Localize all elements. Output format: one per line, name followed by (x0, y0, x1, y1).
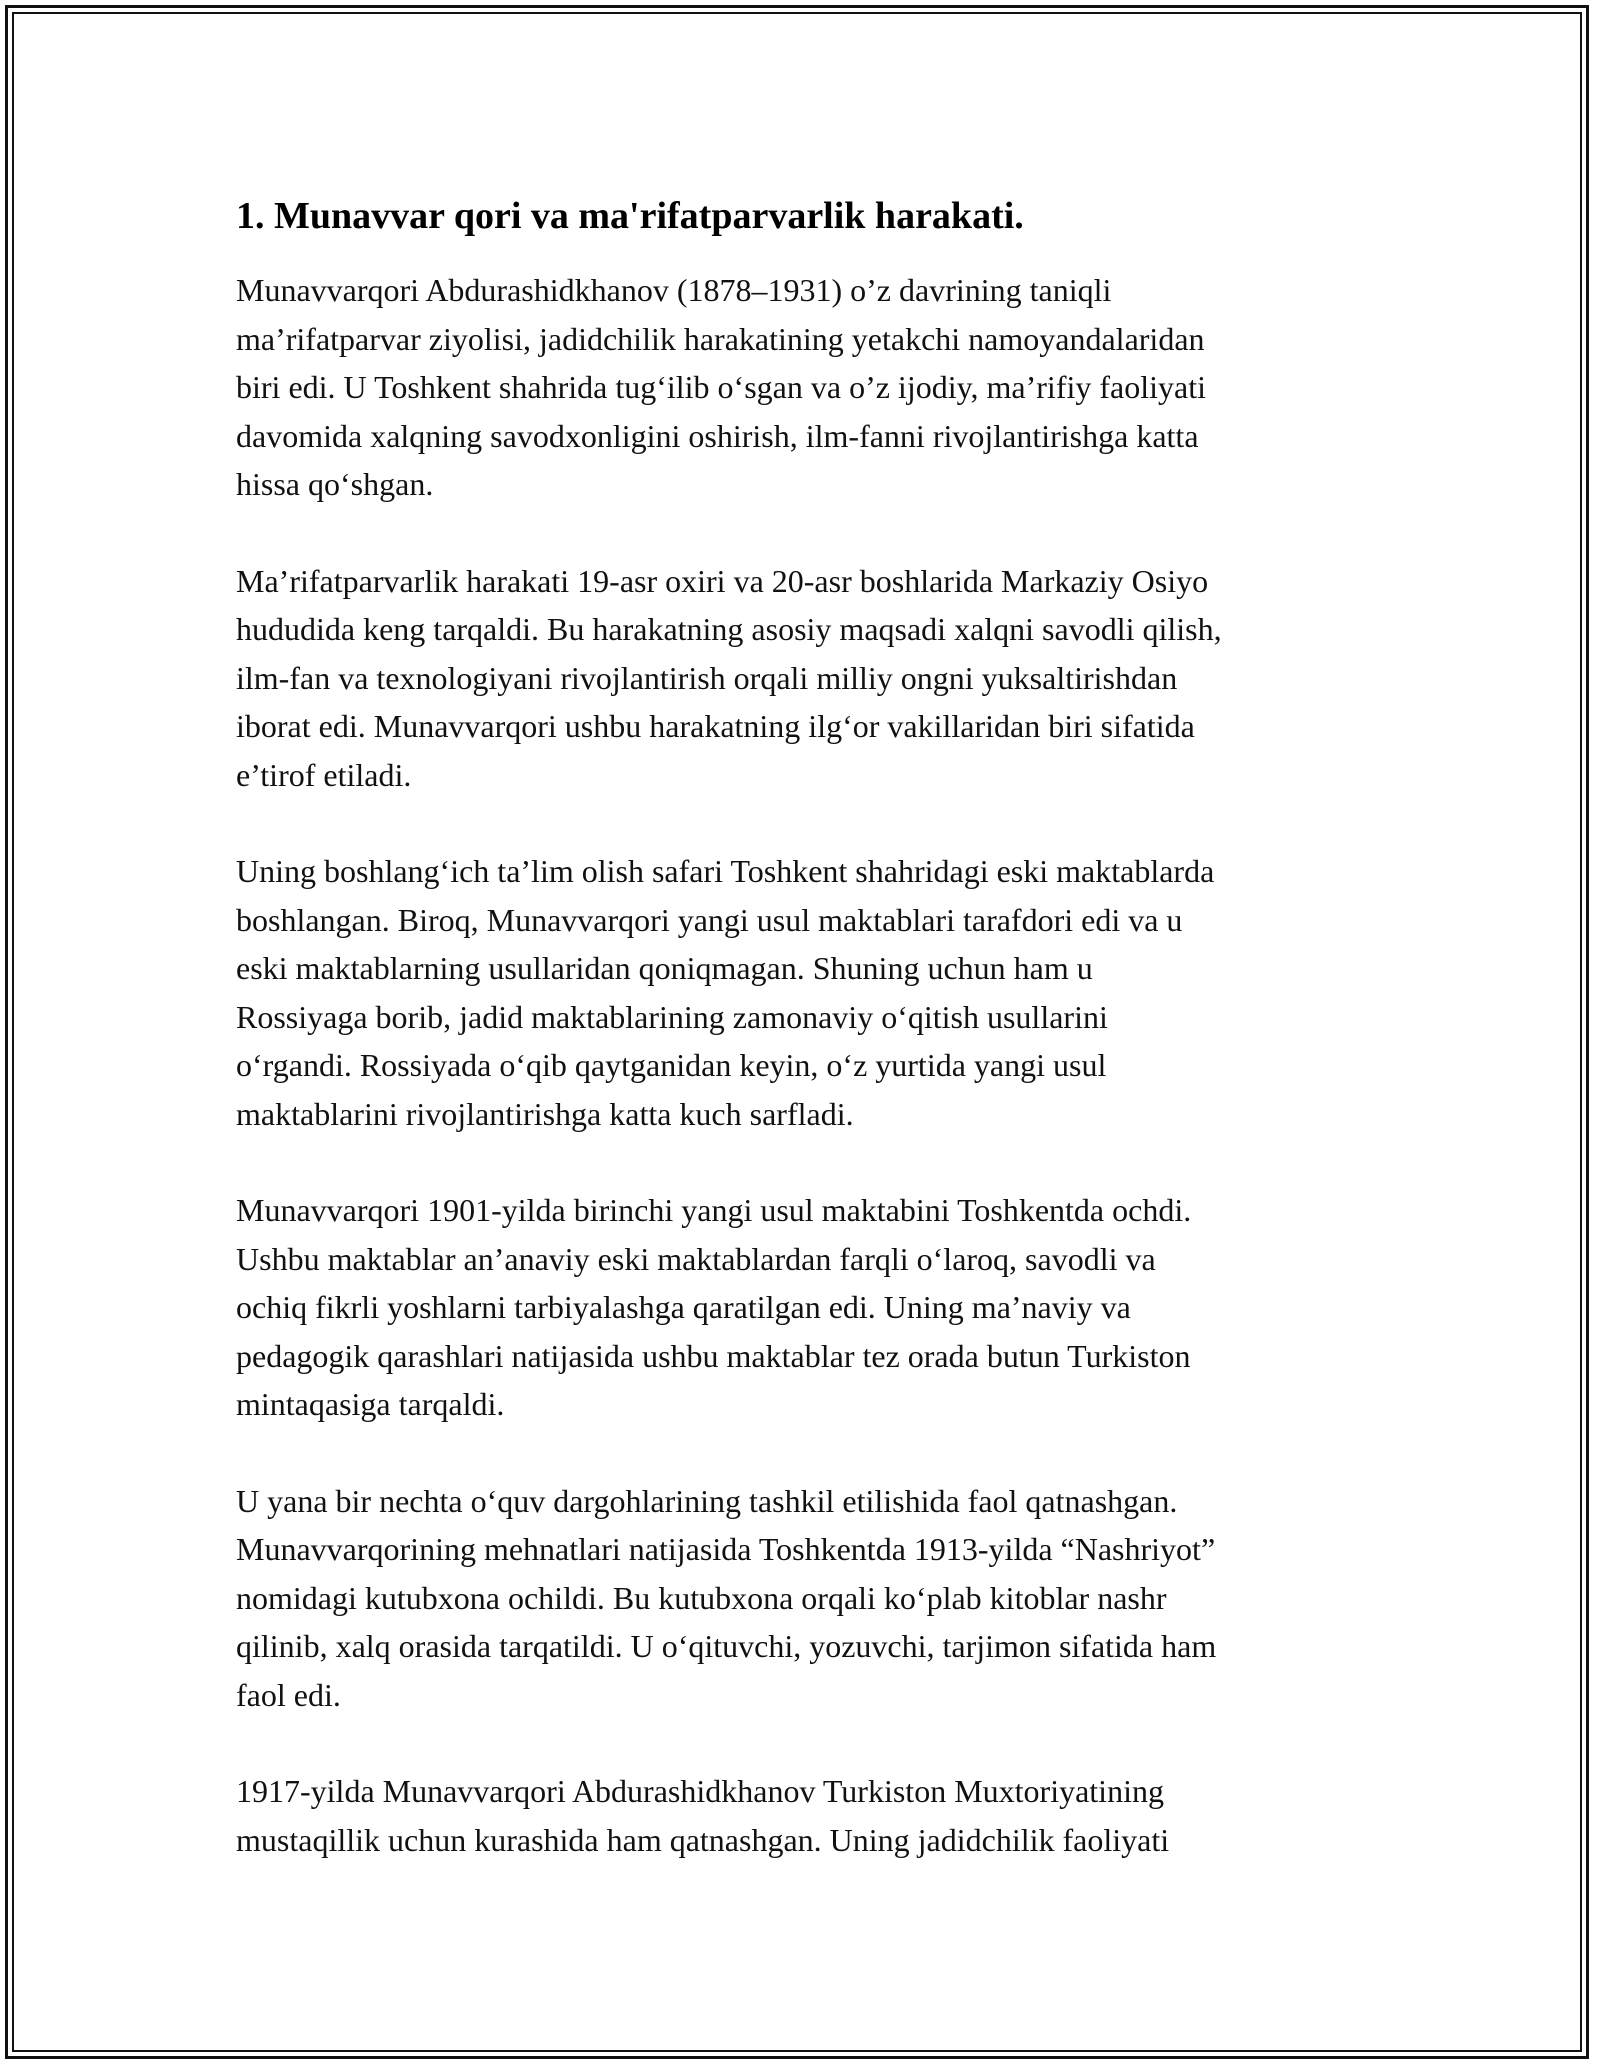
text-line: Rossiyaga borib, jadid maktablarining zamonaviy o‘qitish usullarini (236, 998, 1108, 1035)
text-line: maktablarini rivojlantirishga katta kuch sarfladi. (236, 1095, 854, 1132)
paragraph-education (236, 847, 1416, 1138)
paragraph-library (236, 1477, 1416, 1720)
text-line: qilinib, xalq orasida tarqatildi. U o‘qituvchi, yozuvchi, tarjimon sifatida ham (236, 1628, 1217, 1664)
text-line: mintaqasiga tarqaldi. (236, 1386, 505, 1422)
paragraph-biography (236, 266, 1416, 509)
text-line: pedagogik qarashlari natijasida ushbu maktablar tez orada butun Turkiston (236, 1337, 1191, 1374)
text-line: Ushbu maktablar an’anaviy eski maktablardan farqli o‘laroq, savodli va (236, 1240, 1156, 1277)
text-line: boshlangan. Biroq, Munavvarqori yangi usul maktablari tarafdori edi va u (236, 901, 1183, 938)
text-line: ochiq fikrli yoshlarni tarbiyalashga qaratilgan edi. Uning ma’naviy va (236, 1289, 1131, 1325)
text-line: faol edi. (236, 1676, 341, 1713)
text-line: ilm-fan va texnologiyani rivojlantirish orqali milliy ongni yuksaltirishdan (236, 659, 1178, 696)
paragraph-movement (236, 557, 1416, 800)
text-line: nomidagi kutubxona ochildi. Bu kutubxona orqali ko‘plab kitoblar nashr (236, 1579, 1167, 1616)
text-line: Munavvarqori 1901-yilda birinchi yangi usul maktabini Toshkentda ochdi. (236, 1192, 1192, 1228)
text-line: Uning boshlang‘ich ta’lim olish safari Toshkent shahridagi eski maktablarda (236, 853, 1215, 889)
text-line: biri edi. U Toshkent shahrida tug‘ilib o‘sgan va o’z ijodiy, ma’rifiy faoliyati (236, 369, 1206, 405)
text-line: davomida xalqning savodxonligini oshirish, ilm-fanni rivojlantirishga katta (236, 417, 1199, 454)
document-heading: 1. Munavvar qori va ma'rifatparvarlik harakati. (236, 195, 1024, 237)
text-line: eski maktablarning usullaridan qoniqmagan. Shuning uchun ham u (236, 950, 1093, 986)
text-line: iborat edi. Munavvarqori ushbu harakatning ilg‘or vakillaridan biri sifatida (236, 708, 1195, 744)
text-line: Munavvarqorining mehnatlari natijasida Toshkentda 1913-yilda “Nashriyot” (236, 1531, 1216, 1567)
paragraph-schools (236, 1186, 1416, 1429)
text-line: e’tirof etiladi. (236, 756, 412, 793)
text-line: hissa qo‘shgan. (236, 466, 434, 502)
paragraph-autonomy (236, 1767, 1416, 1864)
text-line: o‘rgandi. Rossiyada o‘qib qaytganidan keyin, o‘z yurtida yangi usul (236, 1047, 1107, 1083)
document-body (236, 188, 1416, 1912)
text-line: hududida keng tarqaldi. Bu harakatning asosiy maqsadi xalqni savodli qilish, (236, 611, 1222, 647)
text-line: Ma’rifatparvarlik harakati 19-asr oxiri va 20-asr boshlarida Markaziy Osiyo (236, 562, 1209, 599)
text-line: ma’rifatparvar ziyolisi, jadidchilik harakatining yetakchi namoyandalaridan (236, 320, 1205, 357)
text-line: mustaqillik uchun kurashida ham qatnashgan. Uning jadidchilik faoliyati (236, 1821, 1170, 1858)
text-line: Munavvarqori Abdurashidkhanov (1878–1931) o’z davrining taniqli (236, 272, 1112, 308)
text-line: U yana bir nechta o‘quv dargohlarining tashkil etilishida faol qatnashgan. (236, 1482, 1178, 1519)
text-line: 1917-yilda Munavvarqori Abdurashidkhanov Turkiston Muxtoriyatining (236, 1773, 1164, 1809)
